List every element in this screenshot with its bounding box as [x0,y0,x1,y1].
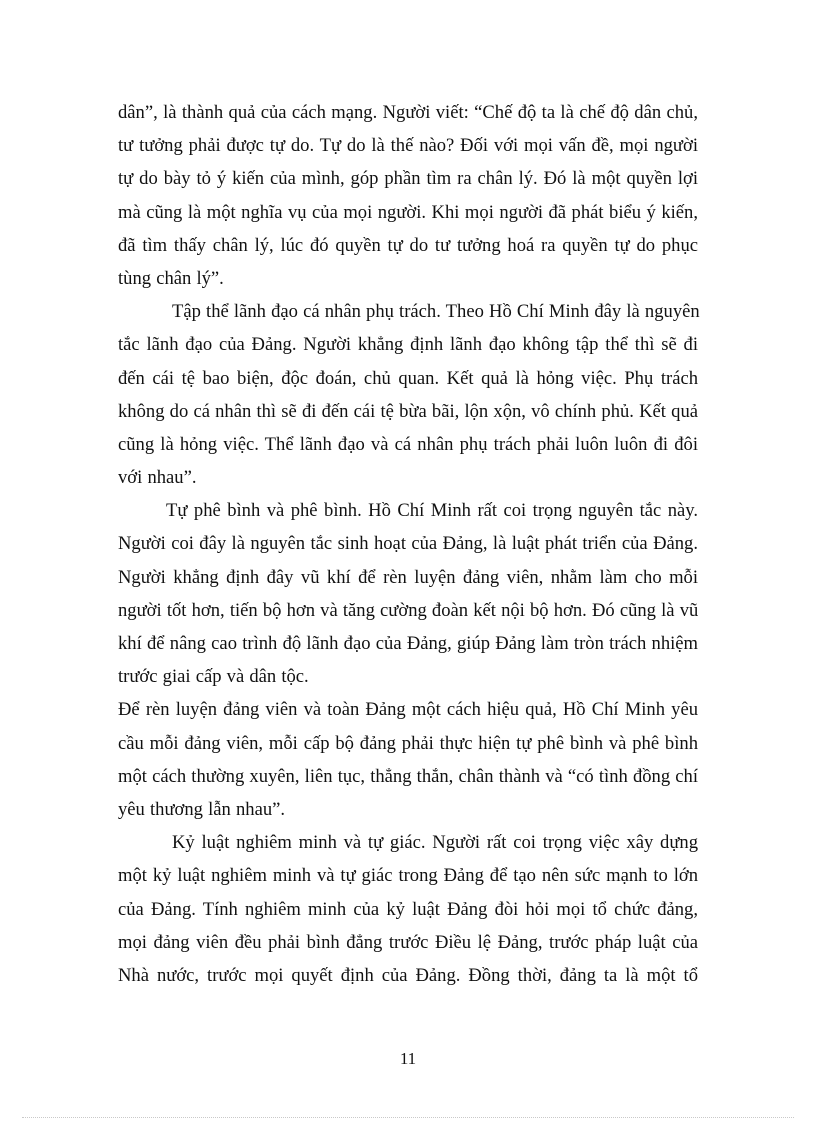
text-line: tự do bày tỏ ý kiến của mình, góp phần tìm ra chân lý. Đó là một quyền lợi [118,168,698,190]
text-line: tắc lãnh đạo của Đảng. Người khẳng định lãnh đạo không tập thể thì sẽ đi [118,334,698,356]
text-line: người tốt hơn, tiến bộ hơn và tăng cường đoàn kết nội bộ hơn. Đó cũng là vũ [118,599,699,621]
text-line: không do cá nhân thì sẽ đi đến cái tệ bừa bãi, lộn xộn, vô chính phủ. Kết quả [118,400,698,422]
text-line: một cách thường xuyên, liên tục, thẳng thắn, chân thành và “có tình đồng chí [118,765,698,787]
page-number: 11 [399,1049,417,1068]
paragraph-start-line: Tập thể lãnh đạo cá nhân phụ trách. Theo Hồ Chí Minh đây là nguyên [172,301,700,323]
text-line: tư tưởng phải được tự do. Tự do là thế nào? Đối với mọi vấn đề, mọi người [118,135,698,157]
text-line: tùng chân lý”. [118,267,224,289]
text-line: mà cũng là một nghĩa vụ của mọi người. Khi mọi người đã phát biểu ý kiến, [118,201,698,223]
text-line: cầu mỗi đảng viên, mỗi cấp bộ đảng phải thực hiện tự phê bình và phê bình [118,732,698,754]
text-line: cũng là hỏng việc. Thể lãnh đạo và cá nhân phụ trách phải luôn luôn đi đôi [118,433,698,455]
text-line: dân”, là thành quả của cách mạng. Người viết: “Chế độ ta là chế độ dân chủ, [118,102,698,123]
paragraph-start-line: Tự phê bình và phê bình. Hồ Chí Minh rất coi trọng nguyên tắc này. [166,500,698,522]
text-line: yêu thương lẫn nhau”. [118,798,286,820]
text-line: mọi đảng viên đều phải bình đẳng trước Điều lệ Đảng, trước pháp luật của [118,931,698,953]
text-line: Người coi đây là nguyên tắc sinh hoạt của Đảng, là luật phát triển của Đảng. [118,533,698,555]
page-bottom-divider [22,1117,794,1118]
paragraph-start-line: Để rèn luyện đảng viên và toàn Đảng một cách hiệu quả, Hồ Chí Minh yêu [118,699,698,721]
text-line: đã tìm thấy chân lý, lúc đó quyền tự do tư tưởng hoá ra quyền tự do phục [118,234,698,256]
text-line: đến cái tệ bao biện, độc đoán, chủ quan. Kết quả là hỏng việc. Phụ trách [118,367,698,389]
body-text [118,96,698,992]
text-line: một kỷ luật nghiêm minh và tự giác trong Đảng để tạo nên sức mạnh to lớn [118,865,698,887]
paragraph-start-line: Kỷ luật nghiêm minh và tự giác. Người rất coi trọng việc xây dựng [172,832,698,854]
text-line: khí để nâng cao trình độ lãnh đạo của Đảng, giúp Đảng làm tròn trách nhiệm [118,633,698,654]
text-line: Người khẳng định đây vũ khí để rèn luyện đảng viên, nhằm làm cho mỗi [118,566,698,588]
text-line: với nhau”. [118,467,197,489]
text-line: trước giai cấp và dân tộc. [118,666,309,688]
text-line: của Đảng. Tính nghiêm minh của kỷ luật Đảng đòi hỏi mọi tổ chức đảng, [118,898,698,920]
text-line: Nhà nước, trước mọi quyết định của Đảng. Đồng thời, đảng ta là một tổ [118,964,698,986]
